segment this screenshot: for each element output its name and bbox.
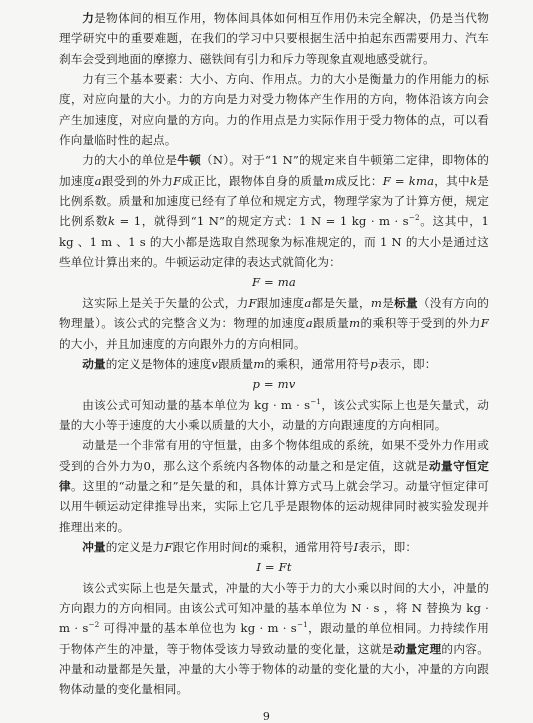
paragraph-momentum-conservation: 动量是一个非常有用的守恒量，由多个物体组成的系统，如果不受外力作用或受到的合外力为0，那么这个系统内各物体的动量之和是定值，这就是动量守恒定律。这里的“动量之和”是矢量的和，具体计算方式马上就会学习。动量守恒定律可以用牛顿运动定律推导出来，实际上它几乎是跟物体的运动规律同时被实验发现并推理出来的。: [59, 438, 489, 534]
paragraph-impulse-theorem: 该公式实际上也是矢量式，冲量的大小等于力的大小乘以时间的大小，冲量的方向跟力的方向相同。由该公式可知冲量的基本单位为 N · s ，将 N 替换为 kg · $m \cdot s^{-2}$ 可得冲量的基本单位也为 kg · $m \cdot s^{-1}$，跟动量的单位相同。力持续作用于物体产生的冲量，等于物体受该力导致动量的变化量，这就是动量定理的内容。冲量和动量都是矢量，冲量的大小等于物体的动量的变化量的大小，冲量的方向跟物体动量的变化量相同。: [59, 580, 489, 697]
page-number: 9: [262, 710, 271, 723]
paragraph-force-unit: 力的大小的单位是牛顿（N）。对于“1 N”的规定来自牛顿第二定律，即物体的加速度a跟受到的外力F成正比，跟物体自身的质量m成反比：F = kma，其中k是比例系数。质量和加速度已经有了单位和规定方式，物理学家为了计算方便，规定比例系数k = 1，就得到“1 N”的规定方式：1 N = 1 kg · $m \cdot s^{-2}$。这其中，1 kg 、1 m 、1 s 的大小都是选取自然现象为标准规定的，而 1 N 的大小是通过这些单位计算出来的。牛顿运动定律的表达式就简化为：: [59, 153, 490, 270]
equation-momentum: p = mv: [252, 377, 296, 392]
paragraph-momentum-definition: 动量的定义是物体的速度v跟质量m的乘积，通常用符号p表示，即：: [82, 356, 437, 371]
paragraph-vector-meaning: 这实际上是关于矢量的公式，力F跟加速度a都是矢量，m是标量（没有方向的物理量）。该公式的完整含义为：物理的加速度a跟质量m的乘积等于受到的外力F的大小，并且加速度的方向跟外力的方向相同。: [59, 295, 489, 351]
paragraph-force-definition: 力是物体间的相互作用，物体间具体如何相互作用仍未完全解决，仍是当代物理学研究中的重要难题，在我们的学习中只要根据生活中拍起东西需要用力、汽车刹车会受到地面的摩擦力、磁铁间有引力和斥力等现象直观地感受就行。: [59, 11, 490, 66]
paragraph-force-elements: 力有三个基本要素：大小、方向、作用点。力的大小是衡量力的作用能力的标度，对应向量的大小。力的方向是力对受力物体产生作用的方向，物体沿该方向会产生加速度，对应向量的方向。力的作用点是力实际作用于受力物体的点，可以看作向量临时性的起点。: [59, 72, 489, 148]
paragraph-impulse-definition: 冲量的定义是力F跟它作用时间t的乘积，通常用符号I表示，即：: [82, 539, 418, 554]
equation-impulse: I = Ft: [256, 560, 292, 575]
equation-newton-second-law: F = ma: [252, 275, 296, 290]
paragraph-momentum-unit: 由该公式可知动量的基本单位为 kg · $m \cdot s^{-1}$，该公式实际上也是矢量式，动量的大小等于速度的大小乘以质量的大小，动量的方向跟速度的方向相同。: [59, 396, 489, 432]
